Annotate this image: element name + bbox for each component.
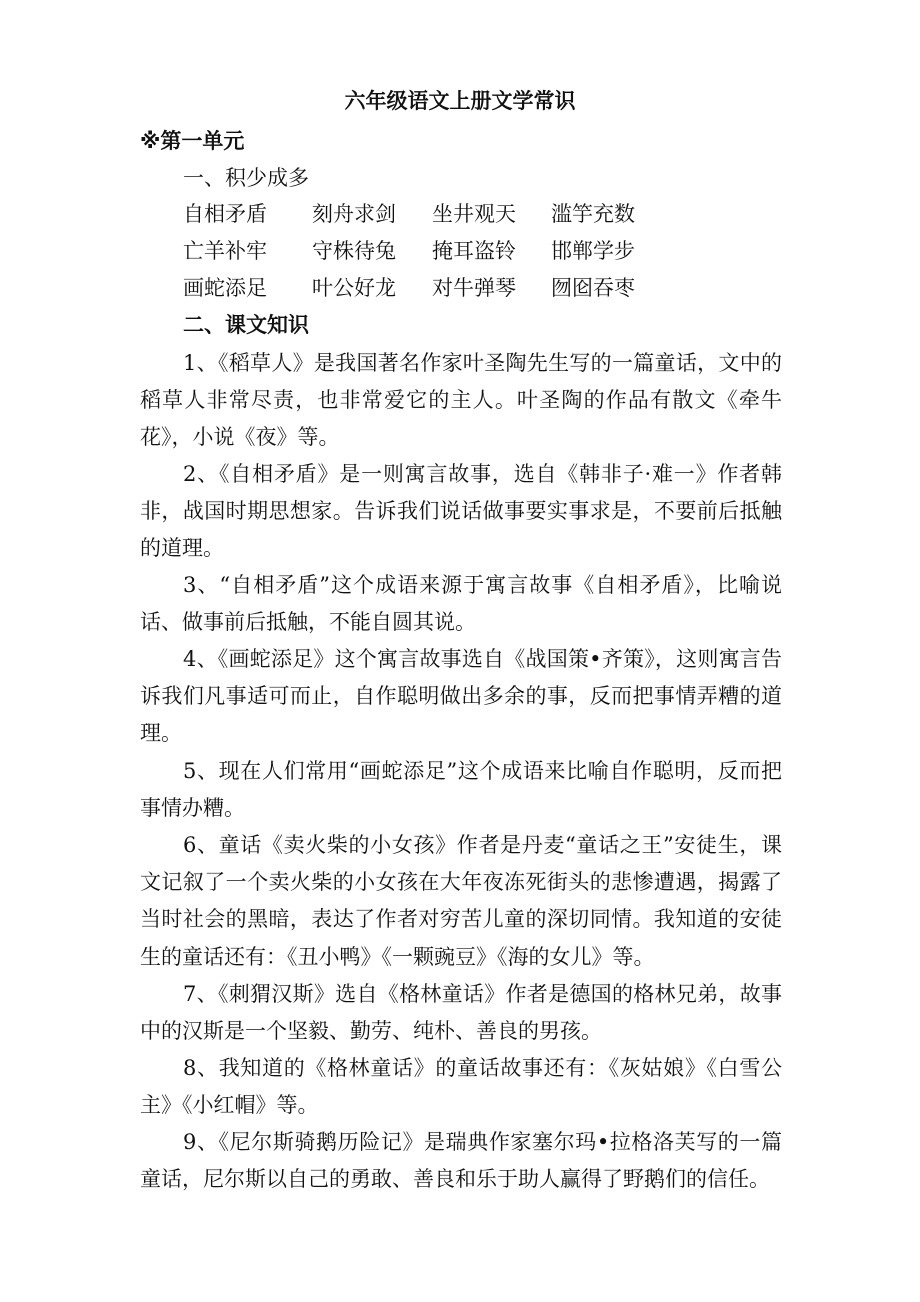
idiom-item: 邯郸学步 — [551, 239, 635, 263]
unit-heading: ※第一单元 — [140, 129, 245, 153]
document-title: 六年级语文上册文学常识 — [344, 89, 576, 113]
lesson-paragraph-4: 4、《画蛇添足》这个寓言故事选自《战国策•齐策》，这则寓言告诉我们凡事适可而止，自作聪明做出多余的事，反而把事情弄糟的道理。 — [140, 647, 782, 746]
idiom-item: 坐井观天 — [432, 202, 516, 226]
lesson-paragraph-8: 8、我知道的《格林童话》的童话故事还有：《灰姑娘》《白雪公主》《小红帽》等。 — [140, 1056, 782, 1118]
idiom-item: 滥竽充数 — [551, 202, 635, 226]
idiom-item: 亡羊补牢 — [183, 239, 267, 263]
section-heading-accumulate: 一、积少成多 — [183, 166, 309, 190]
lesson-paragraph-6: 6、童话《卖火柴的小女孩》作者是丹麦“童话之王”安徒生，课文记叙了一个卖火柴的小女孩在大年夜冻死街头的悲惨遭遇，揭露了当时社会的黑暗，表达了作者对穷苦儿童的深切同情。我知道的安徒生的童话还有：《丑小鸭》《一颗豌豆》《海的女儿》等。 — [140, 833, 782, 969]
lesson-paragraph-1: 1、《稻草人》是我国著名作家叶圣陶先生写的一篇童话，文中的稻草人非常尽责，也非常爱它的主人。叶圣陶的作品有散文《牵牛花》，小说《夜》等。 — [140, 351, 782, 450]
idiom-item: 囫囵吞枣 — [551, 276, 635, 300]
idiom-item: 守株待兔 — [312, 239, 396, 263]
lesson-paragraph-5: 5、现在人们常用“画蛇添足”这个成语来比喻自作聪明，反而把事情办糟。 — [140, 759, 782, 821]
lesson-paragraph-2: 2、《自相矛盾》是一则寓言故事，选自《韩非子·难一》作者韩非，战国时期思想家。告诉我们说话做事要实事求是，不要前后抵触的道理。 — [140, 462, 782, 561]
idiom-item: 自相矛盾 — [183, 202, 267, 226]
lesson-paragraph-3: 3、“自相矛盾”这个成语来源于寓言故事《自相矛盾》，比喻说话、做事前后抵触，不能自圆其说。 — [140, 573, 782, 635]
idiom-item: 刻舟求剑 — [312, 202, 396, 226]
idiom-item: 叶公好龙 — [312, 276, 396, 300]
lesson-paragraph-9: 9、《尼尔斯骑鹅历险记》是瑞典作家塞尔玛•拉格洛芙写的一篇童话，尼尔斯以自己的勇敢、善良和乐于助人赢得了野鹅们的信任。 — [140, 1130, 782, 1192]
idiom-item: 画蛇添足 — [183, 276, 267, 300]
section-heading-lessons: 二、课文知识 — [183, 313, 309, 337]
idiom-item: 掩耳盗铃 — [432, 239, 516, 263]
idiom-item: 对牛弹琴 — [432, 276, 516, 300]
lesson-paragraph-7: 7、《刺猬汉斯》选自《格林童话》作者是德国的格林兄弟，故事中的汉斯是一个坚毅、勤劳、纯朴、善良的男孩。 — [140, 982, 782, 1044]
